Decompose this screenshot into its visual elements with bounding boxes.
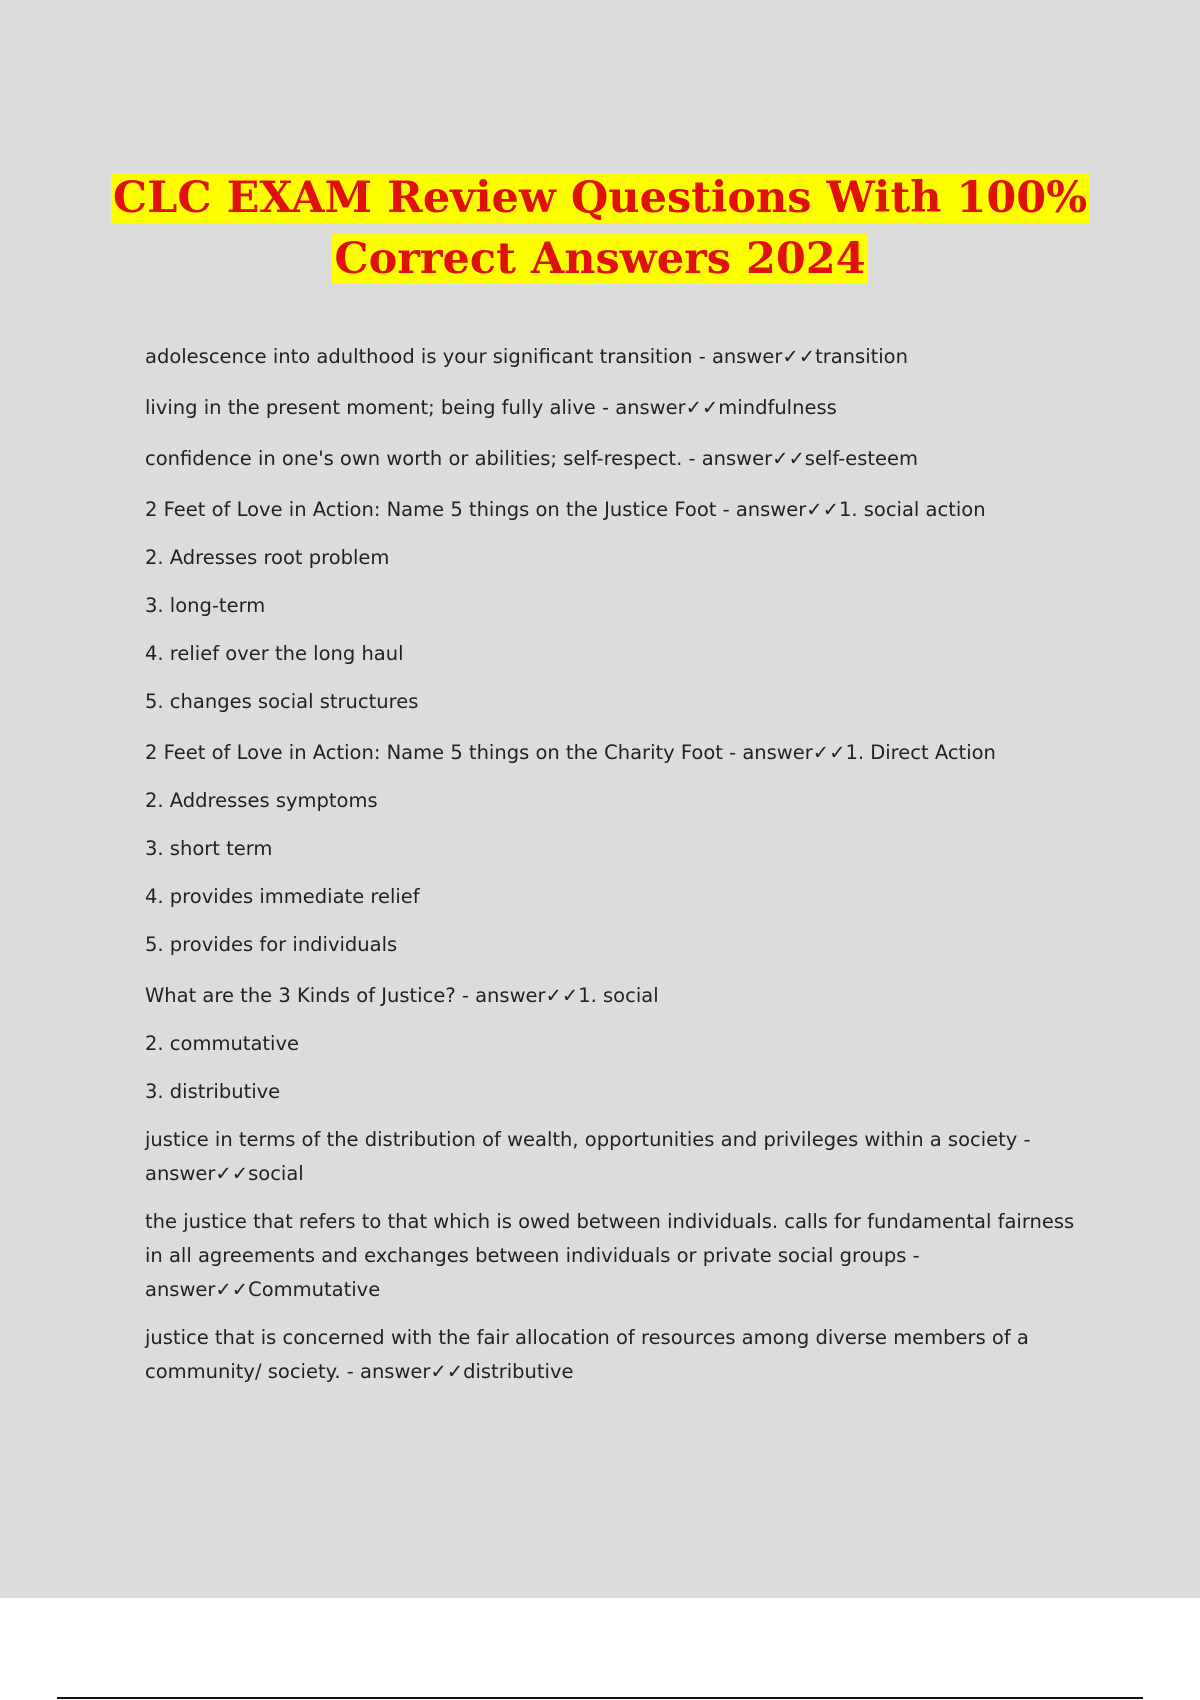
qa-line: 3. short term — [145, 837, 273, 860]
qa-line: 4. provides immediate relief — [145, 885, 420, 908]
qa-line: 2. Adresses root problem — [145, 546, 390, 569]
qa-line: justice in terms of the distribution of wealth, opportunities and privileges within a society - — [145, 1128, 1031, 1151]
qa-line: living in the present moment; being fully alive - answer✓✓mindfulness — [145, 396, 837, 419]
title-line-2: Correct Answers 2024 — [334, 234, 866, 284]
qa-line: 5. provides for individuals — [145, 933, 398, 956]
qa-line: 2. Addresses symptoms — [145, 789, 378, 812]
qa-line: community/ society. - answer✓✓distributive — [145, 1360, 574, 1383]
qa-line: 3. distributive — [145, 1080, 281, 1103]
qa-line: What are the 3 Kinds of Justice? - answer✓✓1. social — [145, 984, 659, 1007]
qa-line: adolescence into adulthood is your significant transition - answer✓✓transition — [145, 345, 908, 368]
qa-line: 2 Feet of Love in Action: Name 5 things on the Charity Foot - answer✓✓1. Direct Action — [145, 741, 996, 764]
qa-line: 4. relief over the long haul — [145, 642, 404, 665]
qa-line: justice that is concerned with the fair allocation of resources among diverse members of a — [145, 1326, 1029, 1349]
qa-line: the justice that refers to that which is owed between individuals. calls for fundamental fairness — [145, 1210, 1075, 1233]
qa-line: 2. commutative — [145, 1032, 300, 1055]
qa-line: 5. changes social structures — [145, 690, 419, 713]
qa-line: 2 Feet of Love in Action: Name 5 things on the Justice Foot - answer✓✓1. social action — [145, 498, 986, 521]
qa-list — [145, 340, 1090, 1389]
document-title — [0, 168, 1200, 290]
footer-divider — [57, 1697, 1143, 1699]
title-line-1: CLC EXAM Review Questions With 100% — [112, 173, 1088, 223]
qa-line: answer✓✓Commutative — [145, 1278, 381, 1301]
qa-line: 3. long-term — [145, 594, 266, 617]
qa-line: confidence in one's own worth or abilities; self-respect. - answer✓✓self-esteem — [145, 447, 919, 470]
qa-line: answer✓✓social — [145, 1162, 304, 1185]
qa-line: in all agreements and exchanges between individuals or private social groups - — [145, 1244, 920, 1267]
